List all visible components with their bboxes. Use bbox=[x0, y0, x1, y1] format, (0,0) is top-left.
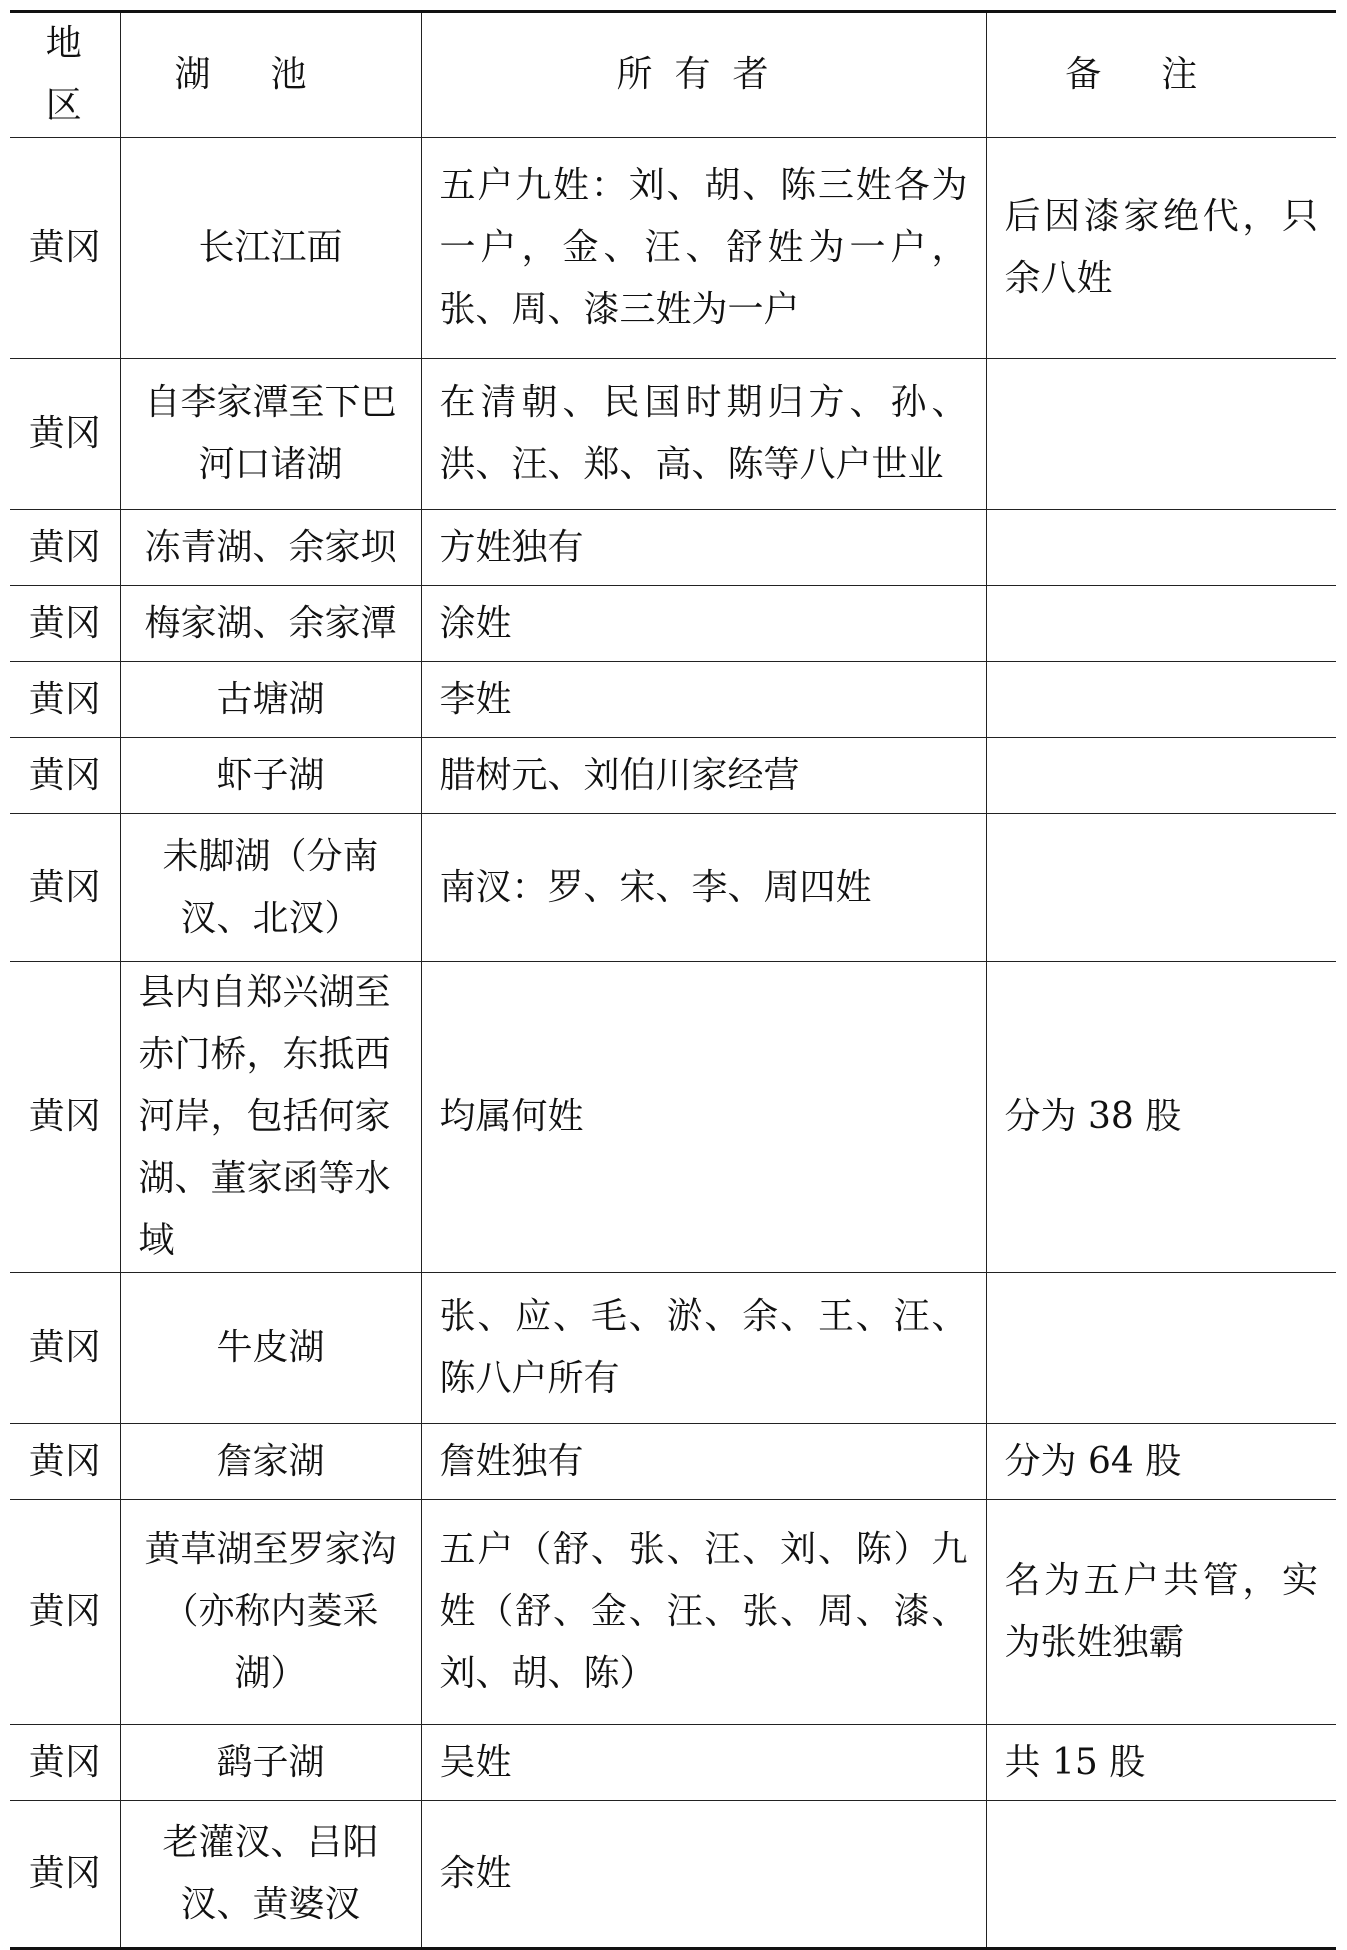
cell-lake: 自李家潭至下巴河口诸湖 bbox=[120, 359, 421, 510]
header-note: 备注 bbox=[986, 12, 1336, 138]
table-row bbox=[10, 359, 1336, 510]
table-row bbox=[10, 1500, 1336, 1725]
cell-region: 黄冈 bbox=[10, 138, 120, 359]
cell-owner: 方姓独有 bbox=[421, 510, 986, 586]
cell-lake: 虾子湖 bbox=[120, 738, 421, 814]
cell-lake: 詹家湖 bbox=[120, 1424, 421, 1500]
cell-region: 黄冈 bbox=[10, 359, 120, 510]
cell-owner: 吴姓 bbox=[421, 1725, 986, 1801]
header-region: 地区 bbox=[10, 12, 120, 138]
table-row bbox=[10, 510, 1336, 586]
table-row bbox=[10, 1273, 1336, 1424]
cell-note: 分为 38 股 bbox=[986, 962, 1336, 1273]
cell-note: 共 15 股 bbox=[986, 1725, 1336, 1801]
table-row bbox=[10, 738, 1336, 814]
cell-note bbox=[986, 510, 1336, 586]
cell-region: 黄冈 bbox=[10, 1801, 120, 1949]
cell-owner: 詹姓独有 bbox=[421, 1424, 986, 1500]
cell-owner: 涂姓 bbox=[421, 586, 986, 662]
cell-note bbox=[986, 1273, 1336, 1424]
cell-lake: 古塘湖 bbox=[120, 662, 421, 738]
cell-note: 名为五户共管，实为张姓独霸 bbox=[986, 1500, 1336, 1725]
cell-region: 黄冈 bbox=[10, 962, 120, 1273]
table-row bbox=[10, 586, 1336, 662]
cell-note bbox=[986, 359, 1336, 510]
header-lake: 湖池 bbox=[120, 12, 421, 138]
cell-note bbox=[986, 1801, 1336, 1949]
cell-owner: 南汊：罗、宋、李、周四姓 bbox=[421, 814, 986, 962]
cell-region: 黄冈 bbox=[10, 662, 120, 738]
cell-lake: 梅家湖、余家潭 bbox=[120, 586, 421, 662]
cell-owner: 五户九姓：刘、胡、陈三姓各为一户，金、汪、舒姓为一户，张、周、漆三姓为一户 bbox=[421, 138, 986, 359]
cell-owner: 在清朝、民国时期归方、孙、洪、汪、郑、高、陈等八户世业 bbox=[421, 359, 986, 510]
cell-region: 黄冈 bbox=[10, 1725, 120, 1801]
cell-owner: 腊树元、刘伯川家经营 bbox=[421, 738, 986, 814]
table-row bbox=[10, 1725, 1336, 1801]
cell-lake: 老灌汊、吕阳汊、黄婆汊 bbox=[120, 1801, 421, 1949]
cell-lake: 县内自郑兴湖至赤门桥，东抵西河岸，包括何家湖、董家函等水域 bbox=[120, 962, 421, 1273]
cell-owner: 余姓 bbox=[421, 1801, 986, 1949]
cell-note: 分为 64 股 bbox=[986, 1424, 1336, 1500]
cell-lake: 长江江面 bbox=[120, 138, 421, 359]
cell-note: 后因漆家绝代，只余八姓 bbox=[986, 138, 1336, 359]
table-row bbox=[10, 814, 1336, 962]
table-row bbox=[10, 1801, 1336, 1949]
cell-lake: 未脚湖（分南汊、北汊） bbox=[120, 814, 421, 962]
table-row bbox=[10, 1424, 1336, 1500]
cell-region: 黄冈 bbox=[10, 586, 120, 662]
cell-note bbox=[986, 814, 1336, 962]
lake-ownership-table bbox=[10, 10, 1336, 1950]
cell-region: 黄冈 bbox=[10, 738, 120, 814]
cell-region: 黄冈 bbox=[10, 1424, 120, 1500]
cell-owner: 李姓 bbox=[421, 662, 986, 738]
cell-region: 黄冈 bbox=[10, 1273, 120, 1424]
cell-lake: 黄草湖至罗家沟（亦称内菱采湖） bbox=[120, 1500, 421, 1725]
table-row bbox=[10, 662, 1336, 738]
table-row bbox=[10, 962, 1336, 1273]
cell-lake: 牛皮湖 bbox=[120, 1273, 421, 1424]
cell-region: 黄冈 bbox=[10, 510, 120, 586]
cell-region: 黄冈 bbox=[10, 1500, 120, 1725]
cell-owner: 均属何姓 bbox=[421, 962, 986, 1273]
cell-region: 黄冈 bbox=[10, 814, 120, 962]
header-row bbox=[10, 12, 1336, 138]
cell-owner: 五户（舒、张、汪、刘、陈）九姓（舒、金、汪、张、周、漆、刘、胡、陈） bbox=[421, 1500, 986, 1725]
cell-note bbox=[986, 662, 1336, 738]
cell-note bbox=[986, 738, 1336, 814]
cell-lake: 冻青湖、余家坝 bbox=[120, 510, 421, 586]
table-row bbox=[10, 138, 1336, 359]
header-owner: 所有者 bbox=[421, 12, 986, 138]
cell-lake: 鹞子湖 bbox=[120, 1725, 421, 1801]
cell-owner: 张、应、毛、淤、余、王、汪、陈八户所有 bbox=[421, 1273, 986, 1424]
cell-note bbox=[986, 586, 1336, 662]
